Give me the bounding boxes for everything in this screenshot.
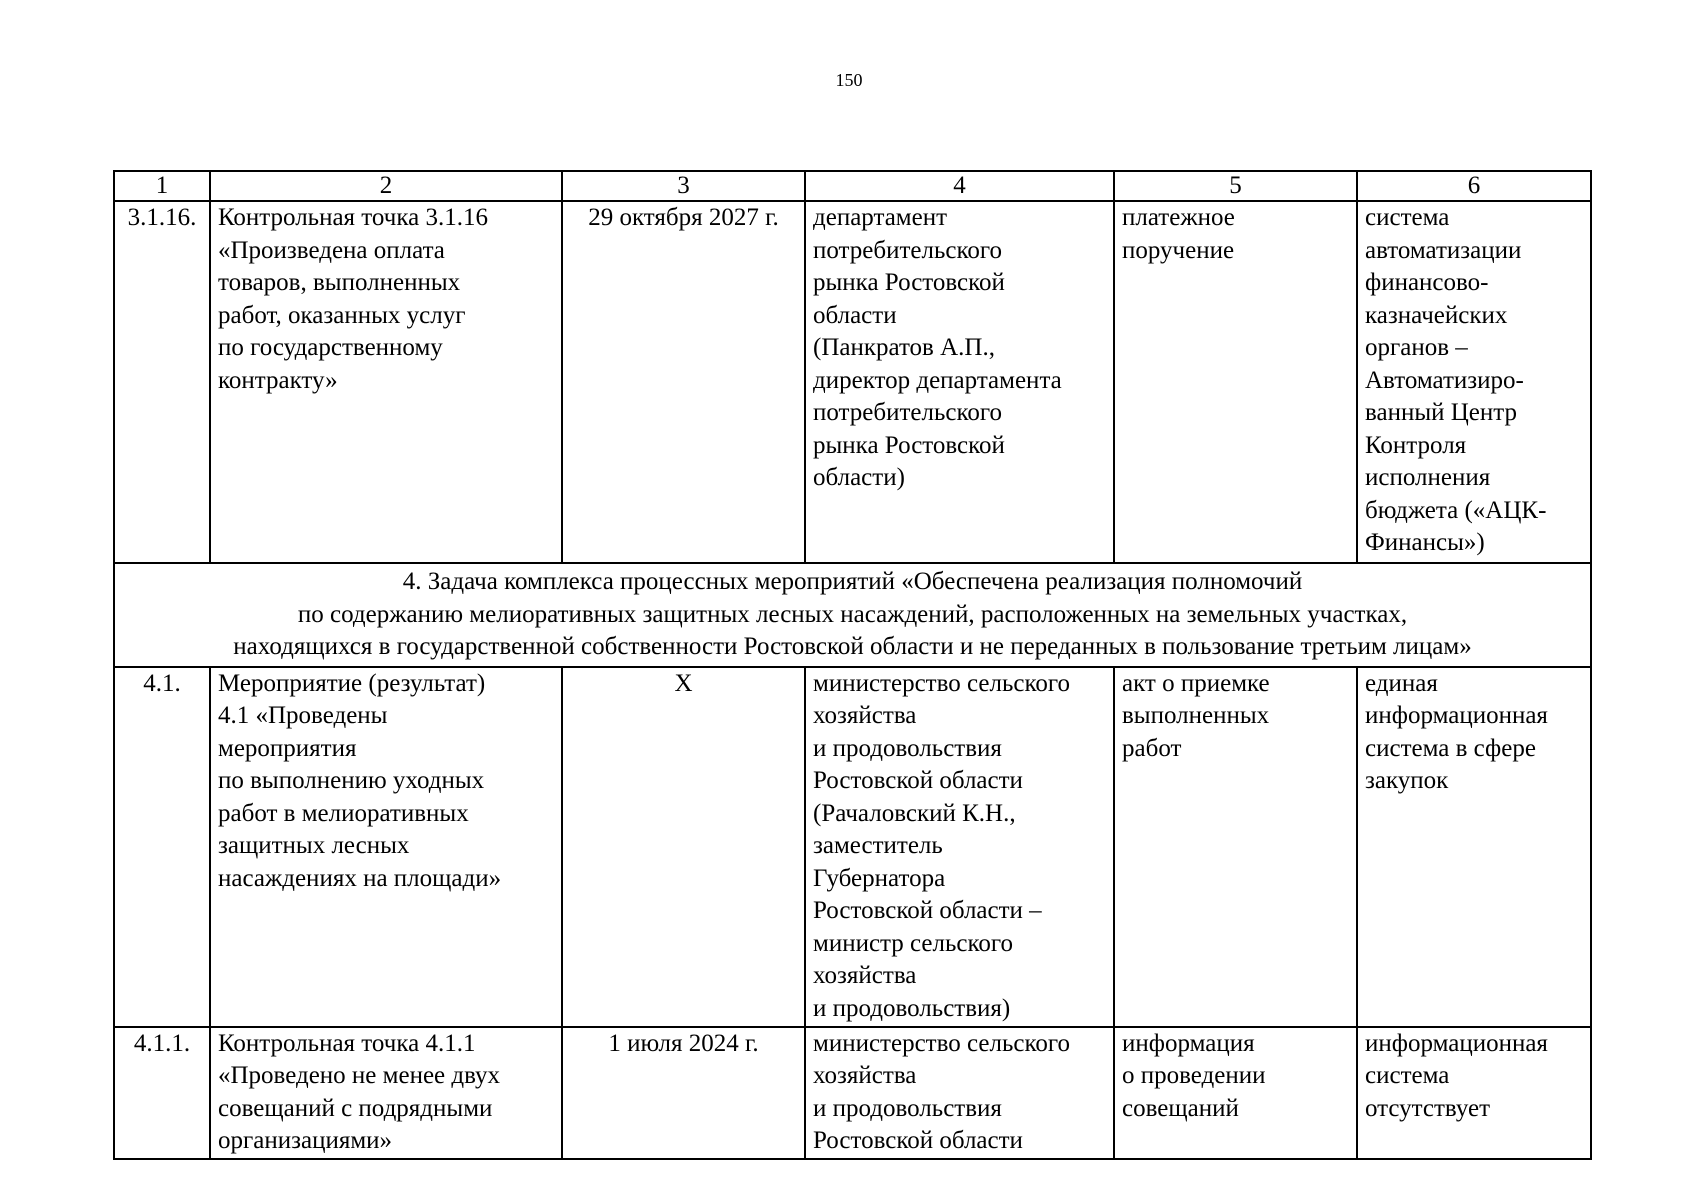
column-header: 3: [562, 171, 805, 201]
row-number: 4.1.1.: [133, 1029, 191, 1057]
item-date: 29 октября 2027 г.: [588, 204, 779, 231]
page-number: 150: [835, 70, 863, 90]
item-date: 1 июля 2024 г.: [608, 1029, 759, 1057]
item-responsible: министерство сельского хозяйства и продовольствия Ростовской области: [813, 1029, 1070, 1154]
name-cell: [210, 1027, 562, 1159]
item-system: информационная система отсутствует: [1365, 1029, 1548, 1122]
column-header: 2: [210, 171, 562, 201]
item-system: единая информационная система в сфере закупок: [1365, 669, 1548, 794]
plan-table: [113, 170, 1592, 1160]
row-number: 4.1.: [143, 669, 181, 697]
item-name: Контрольная точка 3.1.16 «Произведена оплата товаров, выполненных работ, оказанных услуг по государственному контракту»: [218, 204, 488, 394]
row-number-cell: [114, 201, 210, 563]
date-cell: [562, 201, 805, 563]
section-heading-cell: [114, 563, 1591, 667]
document-cell: [1114, 667, 1357, 1027]
date-cell: [562, 667, 805, 1027]
row-number-cell: [114, 667, 210, 1027]
name-cell: [210, 201, 562, 563]
name-cell: [210, 667, 562, 1027]
item-name: Контрольная точка 4.1.1 «Проведено не менее двух совещаний с подрядными организациями»: [218, 1029, 501, 1154]
section-heading: 4. Задача комплекса процессных мероприятий «Обеспечена реализация полномочий по содержанию мелиоративных защитных лесных насаждений, расположенных на земельных участках, находящихся в государственной собственности Ростовской области и не переданных в пользование третьим лицам»: [233, 568, 1472, 660]
responsible-cell: [805, 1027, 1114, 1159]
system-cell: [1357, 667, 1591, 1027]
section-row: [114, 563, 1591, 667]
responsible-cell: [805, 201, 1114, 563]
date-cell: [562, 1027, 805, 1159]
column-header: 5: [1114, 171, 1357, 201]
document-cell: [1114, 201, 1357, 563]
column-header: 6: [1357, 171, 1591, 201]
item-document: платежное поручение: [1122, 204, 1235, 264]
row-number-cell: [114, 1027, 210, 1159]
document-cell: [1114, 1027, 1357, 1159]
responsible-cell: [805, 667, 1114, 1027]
system-cell: [1357, 1027, 1591, 1159]
item-responsible: министерство сельского хозяйства и продовольствия Ростовской области (Рачаловский К.Н., заместитель Губернатора Ростовской области – министр сельского хозяйства и продовольствия): [813, 669, 1070, 1022]
item-name: Мероприятие (результат) 4.1 «Проведены мероприятия по выполнению уходных работ в мелиоративных защитных лесных насаждениях на площади»: [218, 669, 502, 892]
table-row: [114, 1027, 1591, 1159]
table-row: [114, 201, 1591, 563]
row-number: 3.1.16.: [127, 204, 197, 231]
item-system: система автоматизации финансово- казначейских органов – Автоматизиро- ванный Центр Контроля исполнения бюджета («АЦК- Финансы»): [1365, 204, 1547, 556]
item-responsible: департамент потребительского рынка Ростовской области (Панкратов А.П., директор департамента потребительского рынка Ростовской области): [813, 204, 1062, 491]
item-document: акт о приемке выполненных работ: [1122, 669, 1270, 762]
system-cell: [1357, 201, 1591, 563]
item-document: информация о проведении совещаний: [1122, 1029, 1266, 1122]
table-header-row: [114, 171, 1591, 201]
column-header: 4: [805, 171, 1114, 201]
item-date: X: [674, 669, 693, 697]
table-row: [114, 667, 1591, 1027]
column-header: 1: [114, 171, 210, 201]
